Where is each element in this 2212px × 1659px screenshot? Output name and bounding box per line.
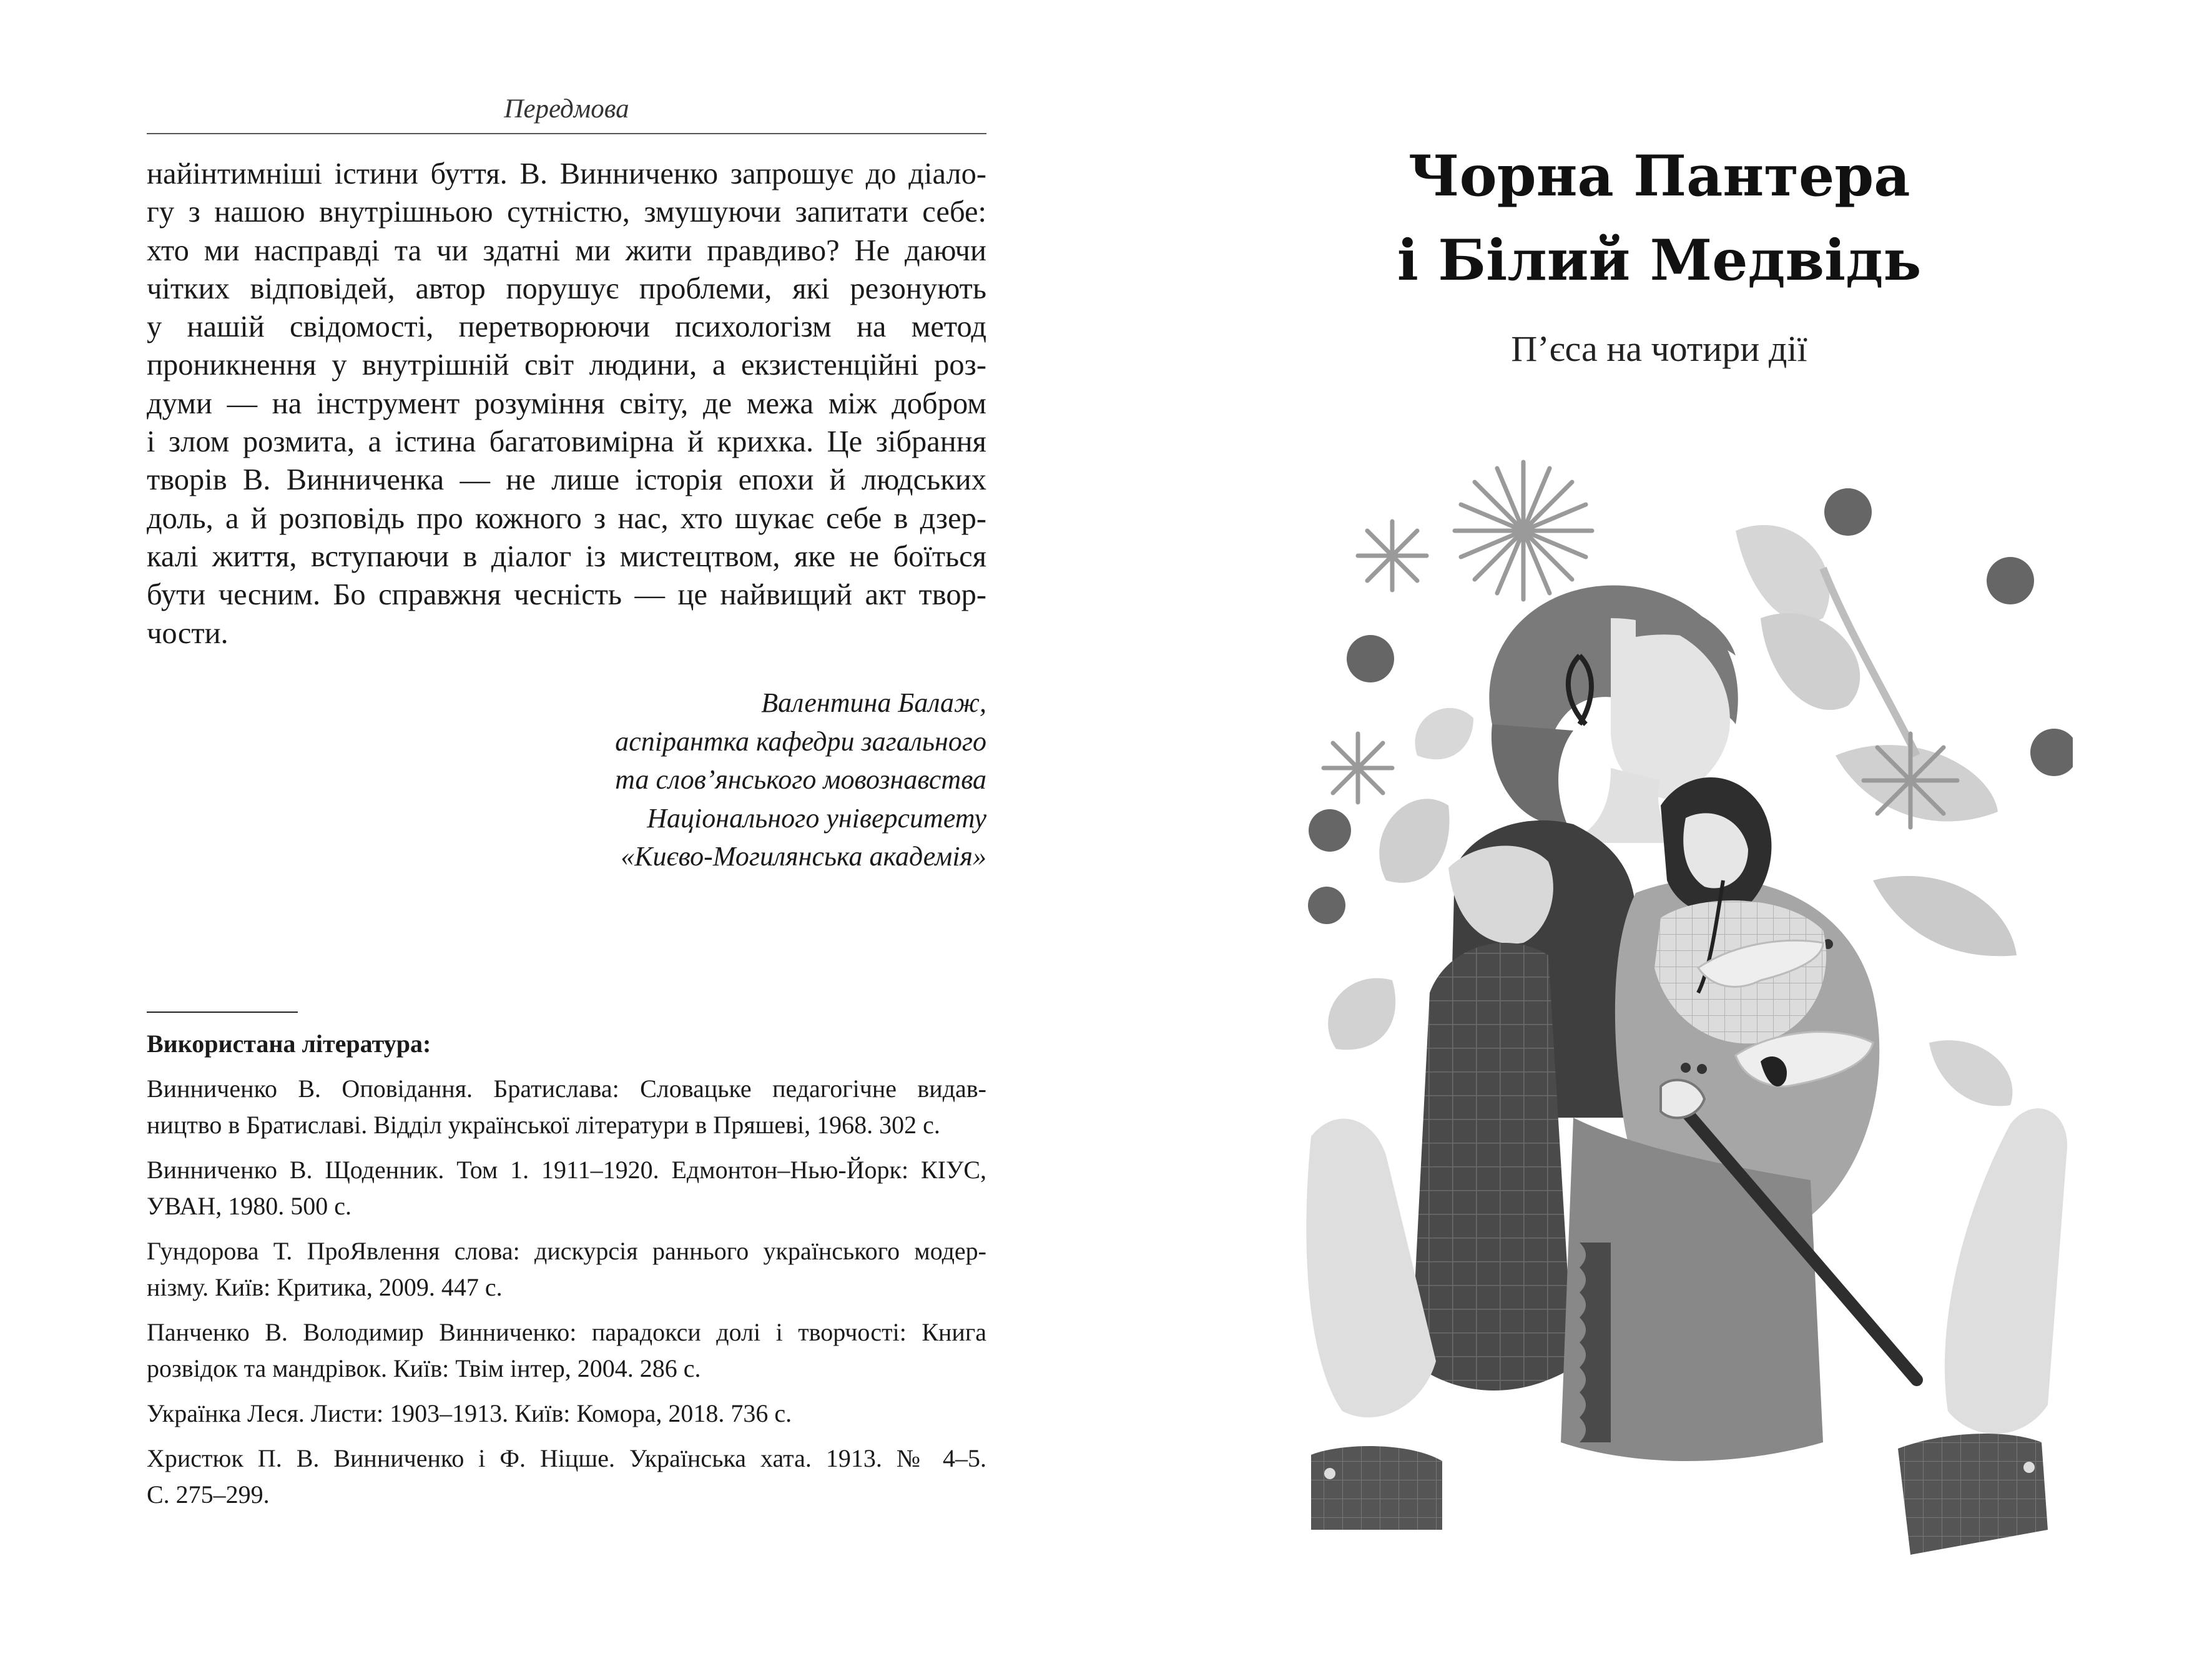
reference-line: Панченко В. Володимир Винниченко: парадокси долі і творчості: Книга [147,1318,986,1346]
signature-line: «Києво-Могилянська академія» [621,841,986,872]
footnote-rule [147,1012,298,1013]
reference-item [147,1396,986,1432]
reference-line: Христюк П. В. Винниченко і Ф. Ніцше. Українська хата. 1913. № 4–5. [147,1444,986,1472]
body-line: чости. [147,616,229,650]
body-text [147,155,986,652]
play-title [1106,134,2212,303]
references-list [147,1071,986,1522]
body-line: доль, а й розповідь про кожного з нас, хто шукає себе в дзер- [147,501,986,535]
woman-figure [1411,585,1879,1461]
signature-line: аспірантка кафедри загального [615,726,986,757]
reference-item [147,1314,986,1387]
body-line: чітких відповідей, автор порушує проблеми, які резонують [147,272,986,305]
body-line: калі життя, вступаючи в діалог із мистецтвом, яке не боїться [147,539,986,573]
body-line: гу з нашою внутрішньою сутністю, змушуючи запитати себе: [147,195,986,229]
play-subtitle: П’єса на чотири дії [1511,328,1807,369]
reference-item [147,1440,986,1513]
reference-item [147,1233,986,1306]
reference-line: нізму. Київ: Критика, 2009. 447 с. [147,1273,503,1301]
reference-line: Українка Леся. Листи: 1903–1913. Київ: Комора, 2018. 736 с. [147,1399,792,1427]
signature-line: та слов’янського мовознавства [615,764,986,795]
title-line: Чорна Пантера [1408,143,1910,209]
woman-holding-child-illustration [1286,431,2073,1573]
body-line: творів В. Винниченка — не лише історія епохи й людських [147,463,986,497]
reference-line: Гундорова Т. ПроЯвлення слова: дискурсія раннього українського модер- [147,1237,986,1265]
body-line: бути чесним. Бо справжня чесність — це найвищий акт твор- [147,578,986,612]
body-line: хто ми насправді та чи здатні ми жити правдиво? Не даючи [147,234,986,267]
body-line: думи — на інструмент розуміння світу, де межа між добром [147,386,986,420]
reference-item [147,1071,986,1143]
body-line: і злом розмита, а істина багатовимірна й крихка. Це зібрання [147,425,986,459]
reference-line: УВАН, 1980. 500 с. [147,1192,352,1220]
body-line: у нашій свідомості, перетворюючи психологізм на метод [147,310,986,344]
reference-line: Винниченко В. Оповідання. Братислава: Словацьке педагогічне видав- [147,1075,986,1103]
reference-line: ництво в Братиславі. Відділ української літератури в Пряшеві, 1968. 302 с. [147,1111,940,1139]
reference-line: С. 275–299. [147,1480,270,1509]
author-signature [362,684,986,876]
body-line: проникнення у внутрішній світ людини, а екзистенційні роз- [147,348,986,382]
running-head: Передмова [504,94,629,124]
reference-line: Винниченко В. Щоденник. Том 1. 1911–1920. Едмонтон–Нью-Йорк: КІУС, [147,1156,986,1184]
header-rule [147,133,986,134]
references-title: Використана література: [147,1030,431,1058]
body-line: найінтимніші істини буття. В. Винниченко запрошує до діало- [147,157,986,190]
reference-line: розвідок та мандрівок. Київ: Твім інтер, 2004. 286 с. [147,1354,701,1382]
signature-line: Національного університету [647,802,986,834]
title-line: і Білий Медвідь [1397,227,1922,293]
signature-name: Валентина Балаж, [761,687,986,718]
reference-item [147,1152,986,1224]
